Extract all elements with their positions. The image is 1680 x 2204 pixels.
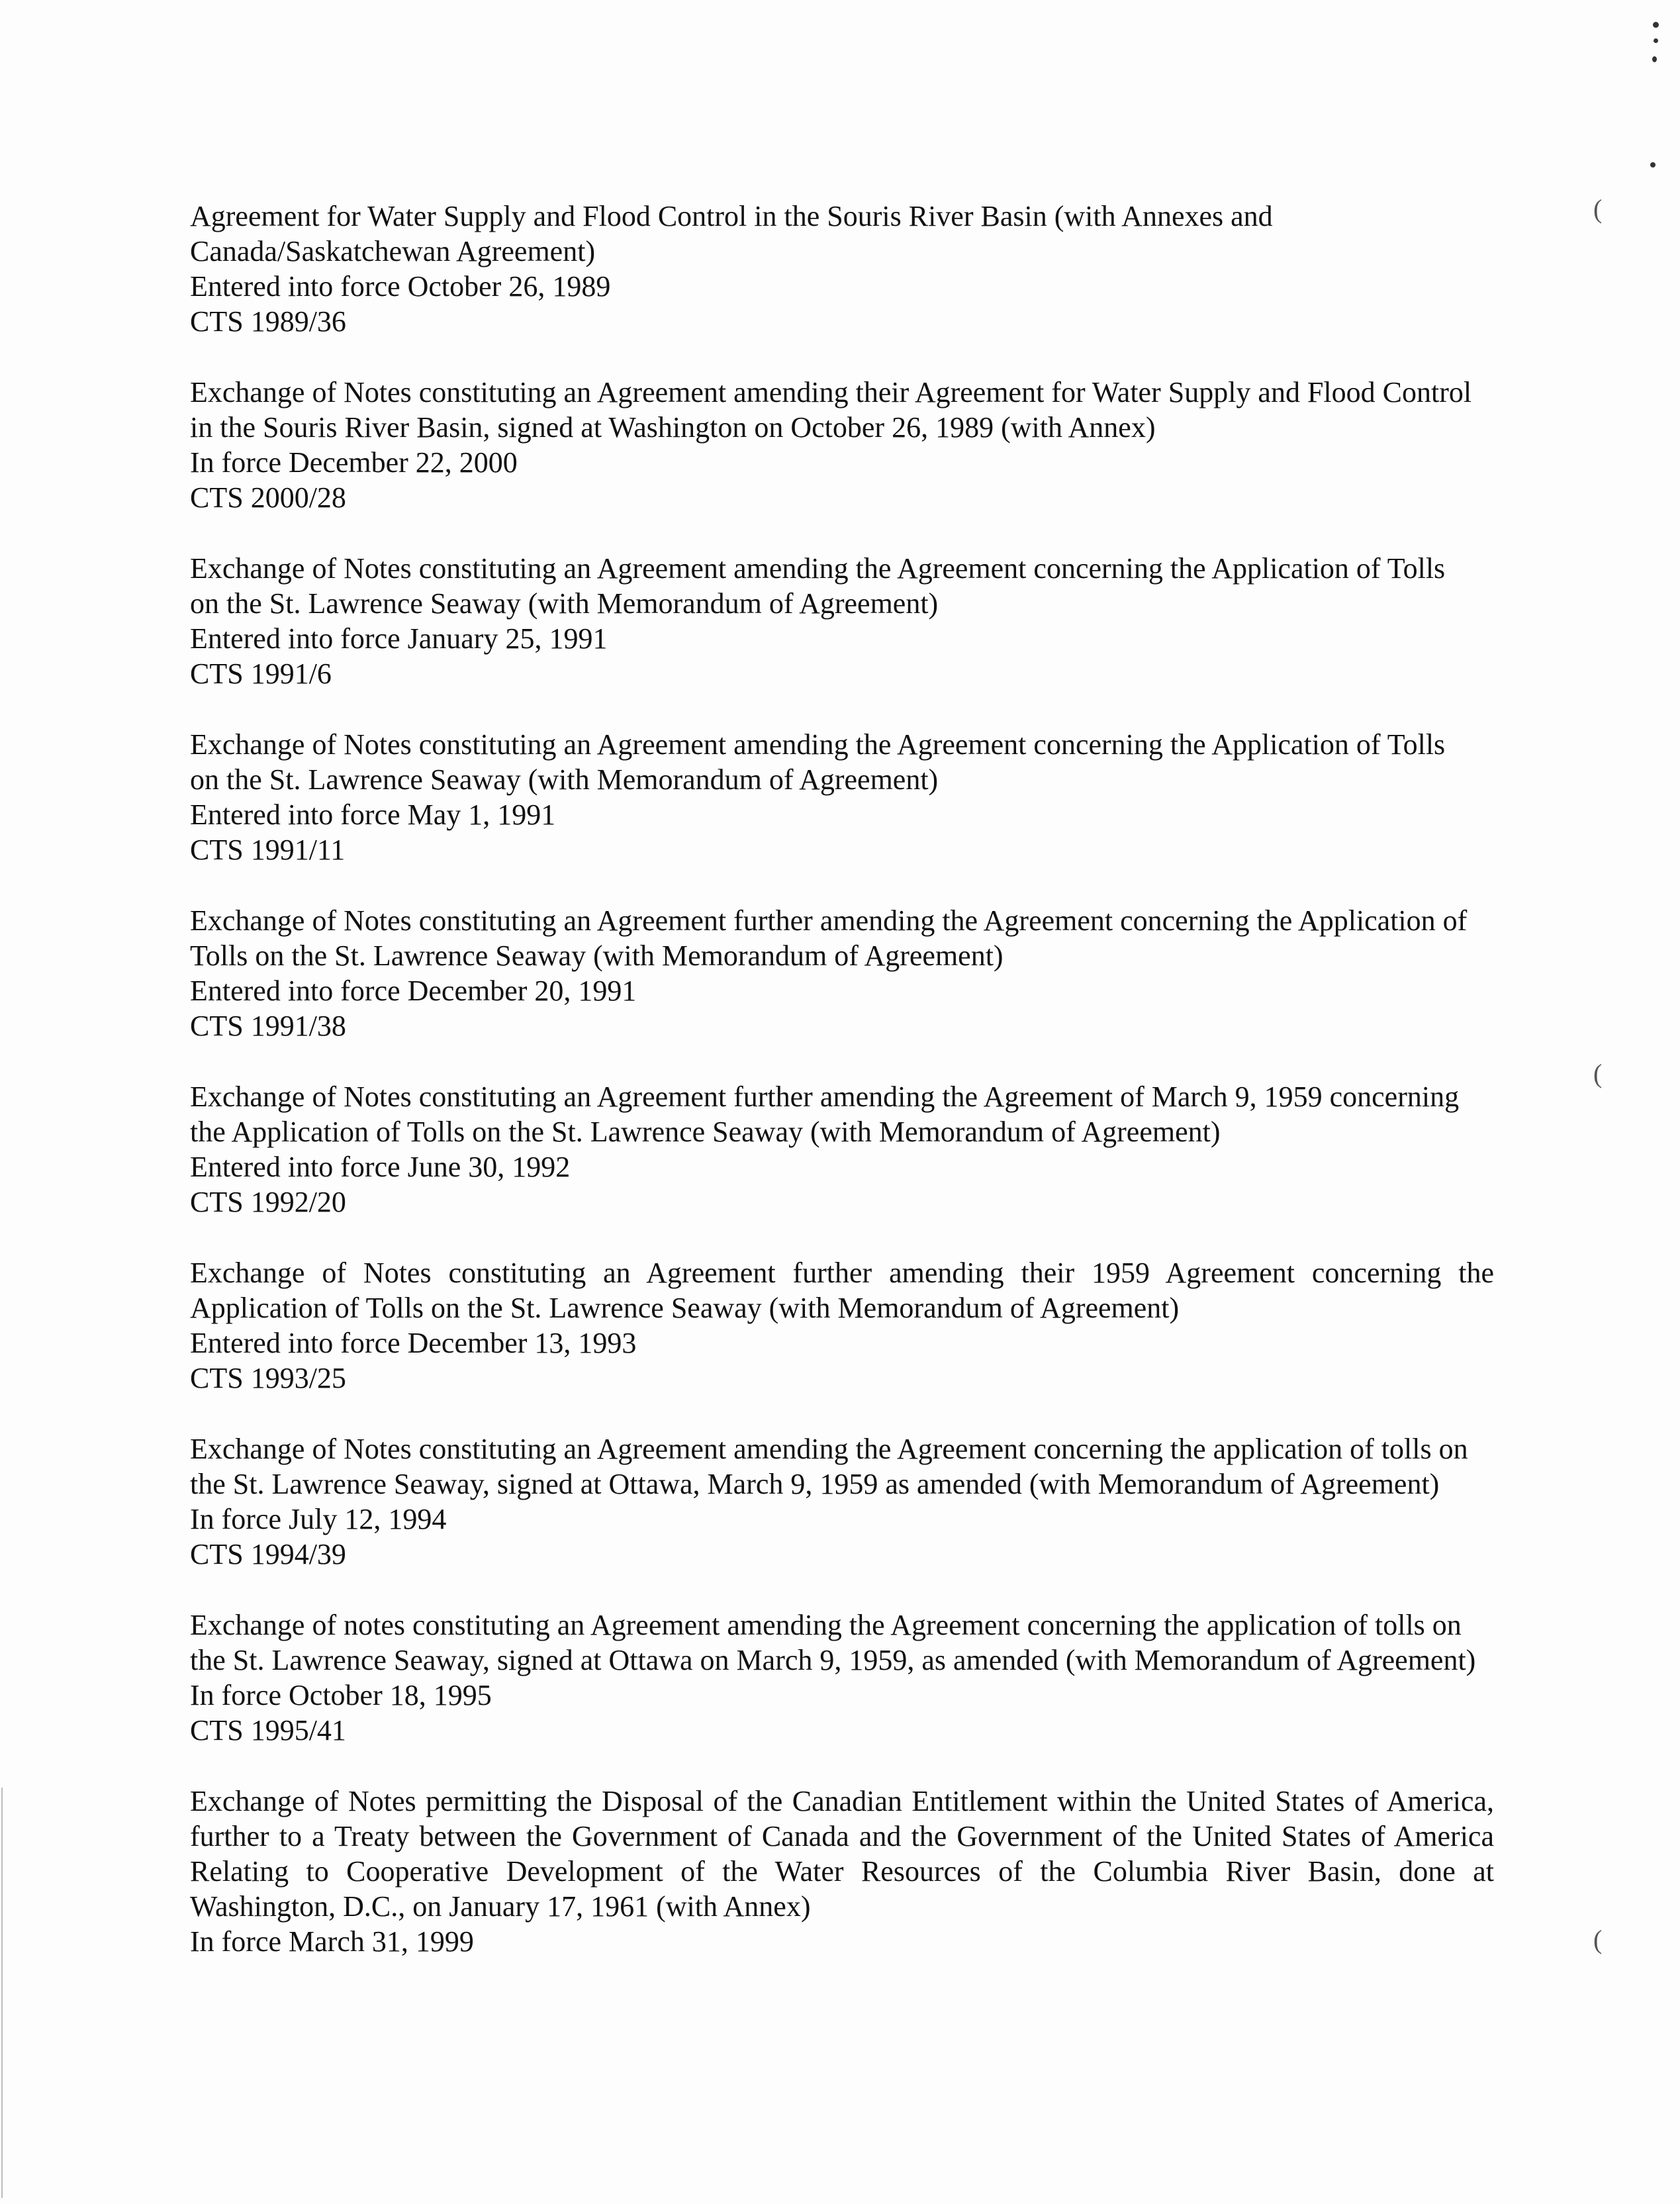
entry-title-line: the St. Lawrence Seaway, signed at Ottawa on March 9, 1959, as amended (with Memorandum of Agreement) (190, 1644, 1476, 1676)
entry-force-date: In force March 31, 1999 (190, 1925, 474, 1958)
entry-title-line: Exchange of Notes constituting an Agreement amending the Agreement concerning the Application of Tolls (190, 728, 1446, 761)
treaty-entry (190, 1784, 1494, 1959)
entry-title-line: Agreement for Water Supply and Flood Control in the Souris River Basin (with Annexes and (190, 200, 1273, 232)
entry-title-line: Exchange of Notes permitting the Disposal of the Canadian Entitlement within the United States of America, (190, 1785, 1494, 1817)
treaty-entry (190, 903, 1494, 1043)
entry-cts-reference: CTS 1991/11 (190, 834, 346, 866)
entry-title-line: Washington, D.C., on January 17, 1961 (with Annex) (190, 1890, 811, 1923)
entry-cts-reference: CTS 1989/36 (190, 305, 346, 338)
treaty-entry-list (190, 199, 1494, 1995)
entry-force-date: Entered into force October 26, 1989 (190, 270, 611, 303)
entry-title-line: further to a Treaty between the Government of Canada and the Government of the United States of America (190, 1820, 1494, 1852)
entry-title-line: the Application of Tolls on the St. Lawrence Seaway (with Memorandum of Agreement) (190, 1116, 1221, 1148)
treaty-entry (190, 727, 1494, 867)
scan-speck (1653, 22, 1659, 28)
entry-title-line: Exchange of Notes constituting an Agreement amending the Agreement concerning the application of tolls on (190, 1433, 1468, 1465)
entry-force-date: Entered into force December 13, 1993 (190, 1327, 637, 1359)
scan-mark: ( (1593, 194, 1603, 224)
entry-title-line: Exchange of Notes constituting an Agreement amending the Agreement concerning the Application of Tolls (190, 552, 1446, 585)
entry-force-date: Entered into force May 1, 1991 (190, 798, 556, 831)
entry-title-line: Application of Tolls on the St. Lawrence Seaway (with Memorandum of Agreement) (190, 1292, 1180, 1324)
entry-title-line: on the St. Lawrence Seaway (with Memorandum of Agreement) (190, 763, 939, 796)
treaty-entry (190, 375, 1494, 515)
entry-cts-reference: CTS 1993/25 (190, 1362, 346, 1394)
treaty-entry (190, 199, 1494, 339)
entry-force-date: Entered into force December 20, 1991 (190, 975, 637, 1007)
entry-cts-reference: CTS 1991/6 (190, 657, 332, 690)
entry-force-date: Entered into force June 30, 1992 (190, 1151, 571, 1183)
entry-title-line: Exchange of Notes constituting an Agreement further amending their 1959 Agreement concerning the (190, 1257, 1494, 1289)
entry-title-line: Relating to Cooperative Development of the Water Resources of the Columbia River Basin, done at (190, 1855, 1494, 1888)
scan-mark: ( (1593, 1059, 1603, 1088)
entry-cts-reference: CTS 2000/28 (190, 481, 346, 514)
treaty-entry (190, 1255, 1494, 1396)
entry-title-line: Exchange of Notes constituting an Agreement further amending the Agreement of March 9, 1959 concerning (190, 1080, 1460, 1113)
entry-cts-reference: CTS 1995/41 (190, 1714, 346, 1747)
treaty-entry (190, 551, 1494, 691)
scan-speck (1650, 162, 1656, 168)
entry-force-date: In force December 22, 2000 (190, 446, 518, 479)
entry-cts-reference: CTS 1992/20 (190, 1186, 346, 1218)
entry-force-date: In force October 18, 1995 (190, 1679, 492, 1711)
entry-title-line: Canada/Saskatchewan Agreement) (190, 235, 596, 267)
entry-force-date: Entered into force January 25, 1991 (190, 622, 608, 655)
entry-title-line: Exchange of notes constituting an Agreement amending the Agreement concerning the application of tolls on (190, 1609, 1462, 1641)
entry-title-line: Exchange of Notes constituting an Agreement amending their Agreement for Water Supply and Flood Control (190, 376, 1472, 408)
scan-mark: ( (1593, 1925, 1603, 1954)
scan-speck (1654, 38, 1658, 43)
scan-edge-line (1, 1788, 3, 2198)
entry-cts-reference: CTS 1994/39 (190, 1538, 346, 1570)
treaty-entry (190, 1431, 1494, 1572)
entry-title-line: in the Souris River Basin, signed at Washington on October 26, 1989 (with Annex) (190, 411, 1156, 444)
entry-title-line: Tolls on the St. Lawrence Seaway (with Memorandum of Agreement) (190, 939, 1003, 972)
treaty-entry (190, 1607, 1494, 1748)
entry-title-line: the St. Lawrence Seaway, signed at Ottawa, March 9, 1959 as amended (with Memorandum of Agreement) (190, 1468, 1440, 1500)
entry-force-date: In force July 12, 1994 (190, 1503, 447, 1535)
entry-title-line: on the St. Lawrence Seaway (with Memorandum of Agreement) (190, 587, 939, 620)
scan-speck (1652, 56, 1657, 62)
entry-title-line: Exchange of Notes constituting an Agreement further amending the Agreement concerning the Application of (190, 904, 1468, 937)
treaty-entry (190, 1079, 1494, 1220)
entry-cts-reference: CTS 1991/38 (190, 1010, 346, 1042)
